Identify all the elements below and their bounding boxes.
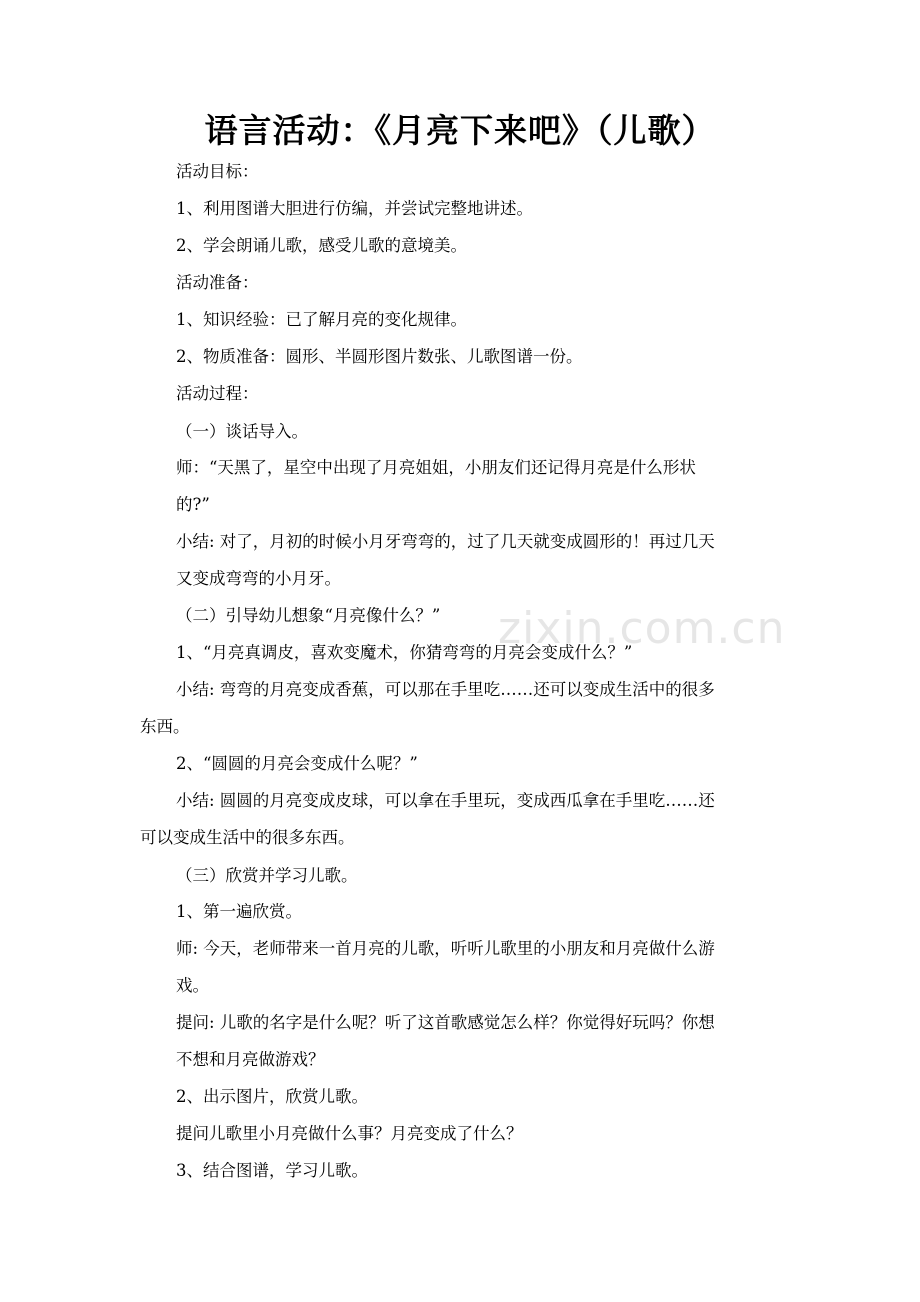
step-heading-3: （三）欣赏并学习儿歌。 — [176, 866, 358, 885]
section-heading-process: 活动过程： — [176, 384, 259, 403]
paragraph-line: 师：“天黑了，星空中出现了月亮姐姐，小朋友们还记得月亮是什么形状 — [176, 458, 696, 477]
paragraph-line: 的?” — [176, 495, 210, 514]
paragraph-line: 小结: 圆圆的月亮变成皮球，可以拿在手里玩，变成西瓜拿在手里吃……还 — [176, 791, 715, 810]
paragraph-line: 不想和月亮做游戏？ — [176, 1050, 325, 1069]
paragraph-line: 又变成弯弯的小月牙。 — [176, 569, 341, 588]
paragraph-line: 可以变成生活中的很多东西。 — [140, 828, 355, 847]
goal-item-1: 1、利用图谱大胆进行仿编，并尝试完整地讲述。 — [176, 199, 533, 218]
paragraph-line: 东西。 — [140, 717, 190, 736]
section-heading-goals: 活动目标： — [176, 162, 259, 181]
step-heading-2: （二）引导幼儿想象“月亮像什么？” — [176, 606, 441, 625]
watermark-text: zixin.com.cn — [498, 603, 786, 654]
preparation-item-1: 1、知识经验：已了解月亮的变化规律。 — [176, 310, 467, 329]
step-heading-1: （一）谈话导入。 — [176, 422, 308, 441]
goal-item-2: 2、学会朗诵儿歌，感受儿歌的意境美。 — [176, 236, 467, 255]
paragraph-line: 1、第一遍欣赏。 — [176, 902, 302, 921]
paragraph-line: 2、出示图片，欣赏儿歌。 — [176, 1087, 368, 1106]
paragraph-line: 提问: 儿歌的名字是什么呢？听了这首歌感觉怎么样？你觉得好玩吗？你想 — [176, 1013, 715, 1032]
document-title: 语言活动：《月亮下来吧》（儿歌） — [204, 111, 716, 150]
paragraph-line: 3、结合图谱，学习儿歌。 — [176, 1161, 368, 1180]
preparation-item-2: 2、物质准备：圆形、半圆形图片数张、儿歌图谱一份。 — [176, 347, 583, 366]
paragraph-line: 1、“月亮真调皮，喜欢变魔术，你猜弯弯的月亮会变成什么？” — [176, 643, 633, 662]
paragraph-line: 提问儿歌里小月亮做什么事？月亮变成了什么？ — [176, 1124, 523, 1143]
section-heading-preparation: 活动准备： — [176, 273, 259, 292]
paragraph-line: 小结: 对了，月初的时候小月牙弯弯的，过了几天就变成圆形的！再过几天 — [176, 532, 715, 551]
paragraph-line: 师: 今天，老师带来一首月亮的儿歌，听听儿歌里的小朋友和月亮做什么游 — [176, 939, 715, 958]
paragraph-line: 戏。 — [176, 976, 209, 995]
paragraph-line: 2、“圆圆的月亮会变成什么呢？” — [176, 754, 418, 773]
paragraph-line: 小结: 弯弯的月亮变成香蕉，可以那在手里吃……还可以变成生活中的很多 — [176, 680, 715, 699]
